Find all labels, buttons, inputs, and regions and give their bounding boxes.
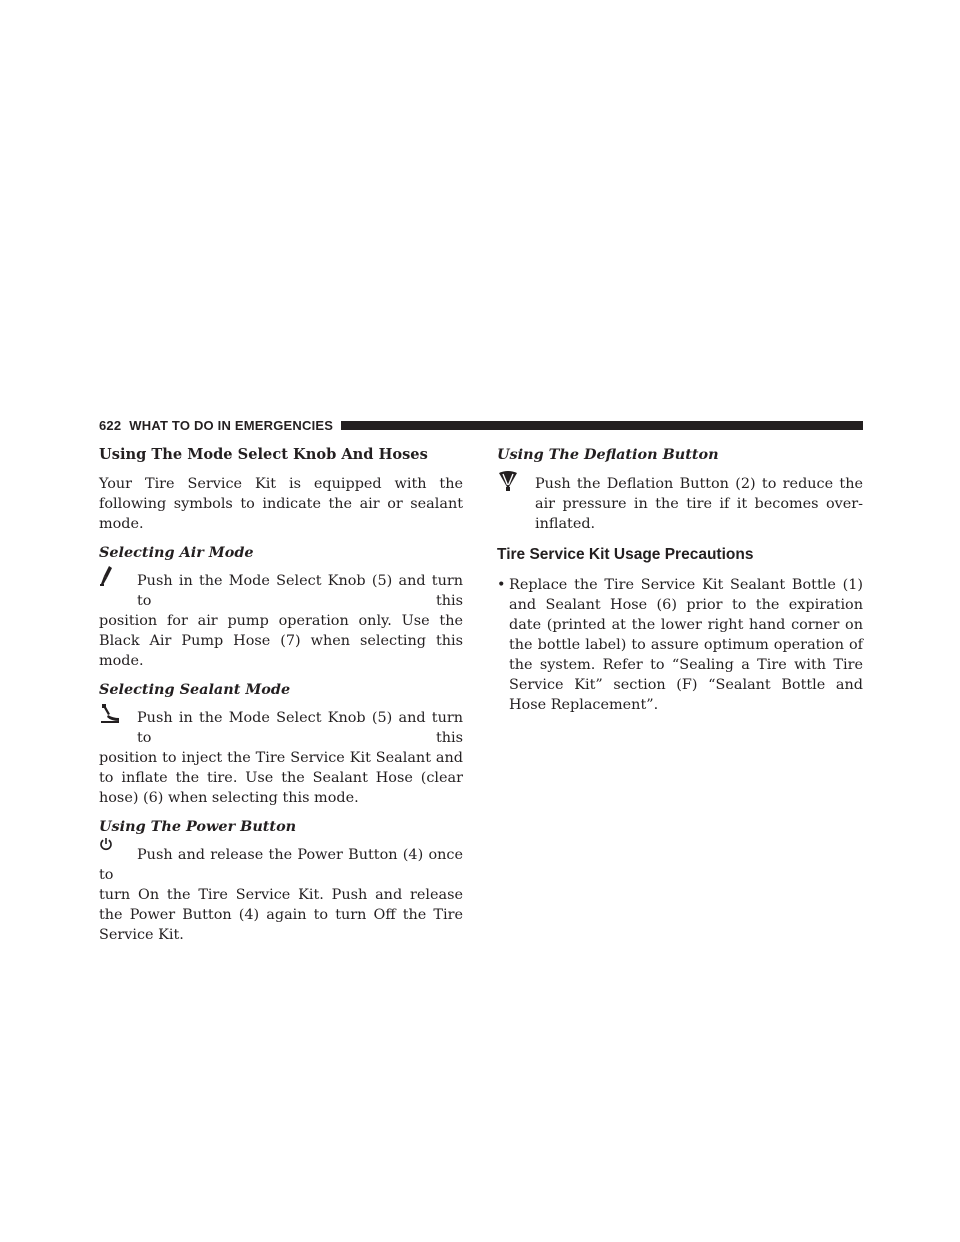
sealant-mode-line-2: position to inject the Tire Service Kit Sealant and [99,750,463,766]
air-pump-icon [99,565,137,605]
power-button-line-1: Push and release the Power Button (4) once to [99,847,463,883]
sealant-mode-rest: to inflate the tire. Use the Sealant Hose (clear hose) (6) when selecting this mode. [99,770,463,806]
subheading-air-mode: Selecting Air Mode [99,544,254,561]
subheading-deflation-button: Using The Deflation Button [497,446,719,463]
air-mode-line-1: Push in the Mode Select Knob (5) and turn to this [137,573,463,609]
left-column [99,445,463,945]
air-mode-line-3: Black Air Pump Hose (7) when selecting this mode. [99,633,463,669]
air-mode-line-2: position for air pump operation only. Use the [99,613,463,629]
page-number: 622 [99,417,122,433]
precaution-list-item [497,575,863,715]
subheading-sealant-mode: Selecting Sealant Mode [99,681,291,698]
deflation-button-text: Push the Deflation Button (2) to reduce the air pressure in the tire if it becomes over-inflated. [535,476,863,532]
power-button-rest: turn On the Tire Service Kit. Push and release the Power Button (4) again to turn Off the Tire Service Kit. [99,887,463,943]
precaution-text: Replace the Tire Service Kit Sealant Bottle (1) and Sealant Hose (6) prior to the expiration date (printed at the lower right hand corner on the bottle label) to assure optimum operation of the system. Refer to “Sealing a Tire with Tire Service Kit” section (F) “Sealant Bottle and Hose Replacement”. [509,577,863,713]
bullet-marker: • [497,577,506,593]
subheading-power-button: Using The Power Button [99,818,297,835]
deflation-button-block [497,474,863,534]
page-header [99,417,863,433]
power-icon [99,837,137,857]
right-column [497,445,863,715]
sealant-mode-block [99,708,463,808]
section-heading-precautions: Tire Service Kit Usage Precautions [497,546,754,563]
power-button-block [99,845,463,945]
sealant-icon [99,702,137,742]
sealant-mode-line-1: Push in the Mode Select Knob (5) and turn to this [137,710,463,746]
intro-paragraph: Your Tire Service Kit is equipped with the following symbols to indicate the air or sealant mode. [99,476,463,532]
section-heading-mode-select: Using The Mode Select Knob And Hoses [99,446,428,463]
header-rule [341,421,863,430]
air-mode-block [99,571,463,671]
deflation-icon [497,470,519,498]
chapter-title: WHAT TO DO IN EMERGENCIES [129,417,334,433]
